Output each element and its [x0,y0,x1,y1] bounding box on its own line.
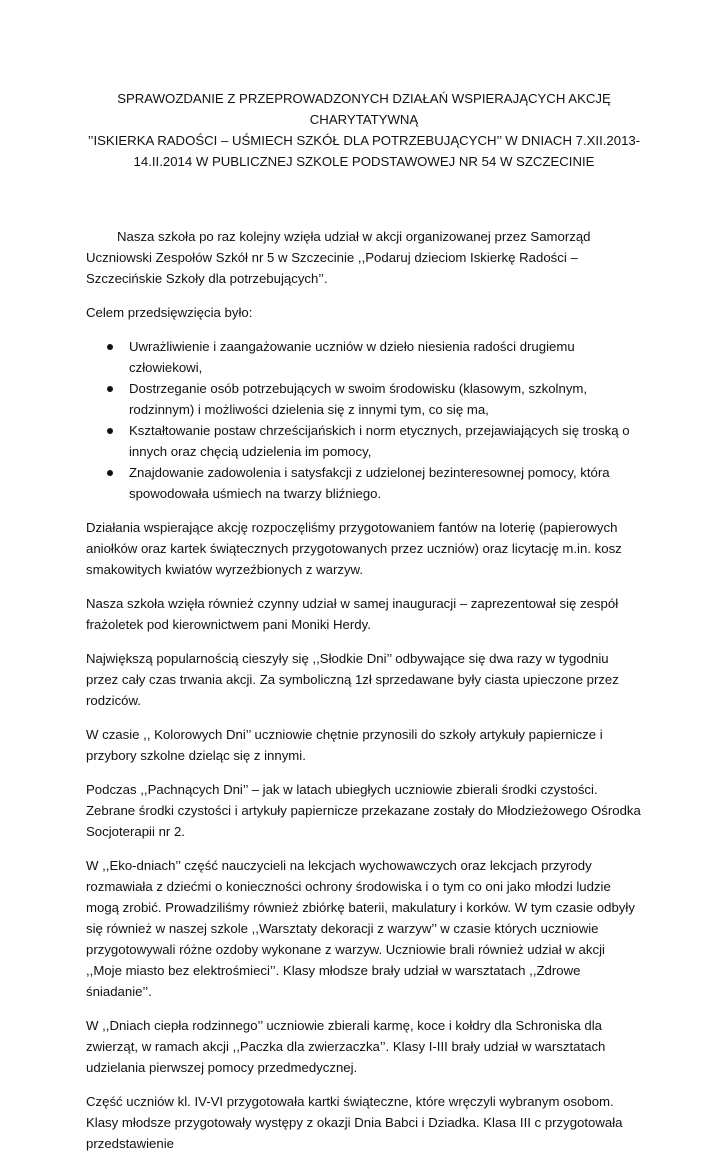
body-paragraph: Nasza szkoła wzięła również czynny udział w samej inauguracji – zaprezentował się zespół frażoletek pod kierownictwem pani Moniki Herdy. [86,596,619,632]
goal-item: Znajdowanie zadowolenia i satysfakcji z udzielonej bezinteresownej pomocy, która spowodowała uśmiech na twarzy bliźniego. [129,462,642,504]
intro-paragraph: Nasza szkoła po raz kolejny wzięła udział w akcji organizowanej przez Samorząd Uczniowski Zespołów Szkół nr 5 w Szczecinie ,,Podaruj dzieciom Iskierkę Radości – Szczecińskie Szkoły dla potrzebujących’’. [86,229,591,286]
body-paragraph: Część uczniów kl. IV-VI przygotowała kartki świąteczne, które wręczyli wybranym osobom. Klasy młodsze przygotowały występy z okazji Dnia Babci i Dziadka. Klasa III c przygotowała przedstawienie [86,1094,623,1151]
document-page [86,88,642,1167]
goal-item: Kształtowanie postaw chrześcijańskich i norm etycznych, przejawiających się troską o innych oraz chęcią udzielenia im pomocy, [129,420,642,462]
goals-heading: Celem przedsięwzięcia było: [86,305,253,320]
goal-item: Dostrzeganie osób potrzebujących w swoim środowisku (klasowym, szkolnym, rodzinnym) i możliwości dzielenia się z innymi tym, co się ma, [129,378,642,420]
body-paragraph: Podczas ,,Pachnących Dni’’ – jak w latach ubiegłych uczniowie zbierali środki czystości. Zebrane środki czystości i artykuły papiernicze przekazane zostały do Młodzieżowego Ośrodka Socjoterapii nr 2. [86,782,641,839]
goal-item: Uwrażliwienie i zaangażowanie uczniów w dzieło niesienia radości drugiemu człowiekowi, [129,336,642,378]
body-paragraph: W ,,Dniach ciepła rodzinnego’’ uczniowie zbierali karmę, koce i kołdry dla Schroniska dla zwierząt, w ramach akcji ,,Paczka dla zwierzaczka’’. Klasy I-III brały udział w warsztatach udzielania pierwszej pomocy przedmedycznej. [86,1018,606,1075]
goals-list [86,336,642,504]
body-paragraph: W czasie ,, Kolorowych Dni’’ uczniowie chętnie przynosili do szkoły artykuły papiernicze i przybory szkolne dzieląc się z innymi. [86,727,603,763]
title-line: SPRAWOZDANIE Z PRZEPROWADZONYCH DZIAŁAŃ WSPIERAJĄCYCH AKCJĘ CHARYTATYWNĄ [117,91,611,127]
document-title [86,88,642,172]
title-line: 14.II.2014 W PUBLICZNEJ SZKOLE PODSTAWOWEJ NR 54 W SZCZECINIE [133,154,595,169]
title-line: ’’ISKIERKA RADOŚCI – UŚMIECH SZKÓŁ DLA POTRZEBUJĄCYCH’’ W DNIACH 7.XII.2013- [87,133,641,148]
body-paragraph: W ,,Eko-dniach’’ część nauczycieli na lekcjach wychowawczych oraz lekcjach przyrody rozmawiała z dziećmi o konieczności ochrony środowiska i o tym co oni jako młodzi ludzie mogą zrobić. Prowadziliśmy również zbiórkę baterii, makulatury i korków. W tym czasie odbyły się również w naszej szkole ,,Warsztaty dekoracji z warzyw’’ w czasie których uczniowie przygotowywali różne ozdoby wykonane z warzyw. Uczniowie brali również udział w akcji ,,Moje miasto bez elektrośmieci’’. Klasy młodsze brały udział w warsztatach ,,Zdrowe śniadanie’’. [86,858,635,999]
body-paragraph: Działania wspierające akcję rozpoczęliśmy przygotowaniem fantów na loterię (papierowych aniołków oraz kartek świątecznych przygotowanych przez uczniów) oraz licytację m.in. kosz smakowitych kwiatów wyrzeźbionych z warzyw. [86,520,622,577]
body-paragraph: Największą popularnością cieszyły się ,,Słodkie Dni’’ odbywające się dwa razy w tygodniu przez cały czas trwania akcji. Za symboliczną 1zł sprzedawane były ciasta upieczone przez rodziców. [86,651,619,708]
